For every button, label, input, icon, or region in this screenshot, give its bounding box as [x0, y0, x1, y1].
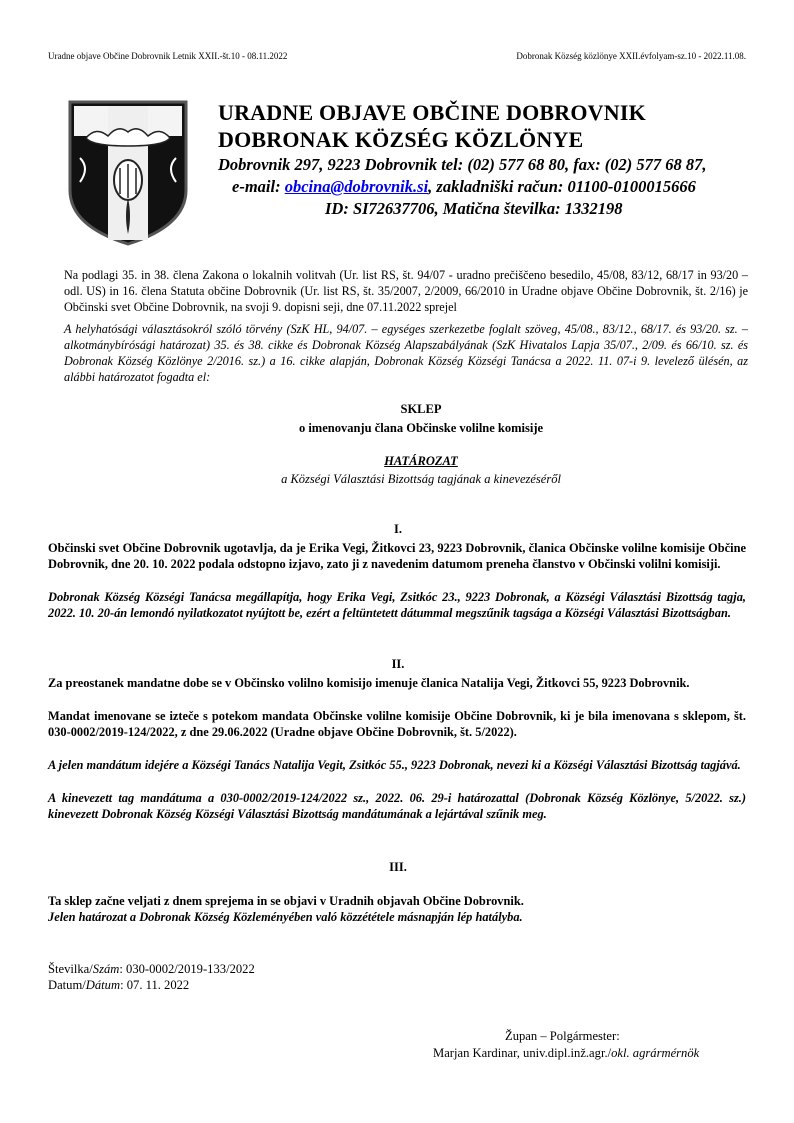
number-label-sl: Številka/ — [48, 962, 93, 976]
masthead-address: Dobrovnik 297, 9223 Dobrovnik tel: (02) 577 68 80, fax: (02) 577 68 87, — [218, 155, 707, 174]
document-number — [48, 962, 255, 977]
section-2-text-hu-appointment: A jelen mandátum idejére a Községi Tanács Natalija Vegit, Zsitkóc 55., 9223 Dobronak, nevezi ki a Községi Választási Bizottság tagjává. — [48, 758, 741, 772]
masthead-title-sl: URADNE OBJAVE OBČINE DOBROVNIK — [218, 100, 646, 125]
email-label: e-mail: — [232, 177, 285, 196]
signer-role: Župan – Polgármester: — [505, 1029, 620, 1043]
municipality-coat-of-arms-icon — [66, 98, 190, 246]
email-link[interactable]: obcina@dobrovnik.si — [284, 177, 429, 196]
signer-name — [433, 1046, 699, 1061]
section-1-text-hu: Dobronak Község Községi Tanácsa megállapítja, hogy Erika Vegi, Zsitkóc 23., 9223 Dobronak, a Községi Választási Bizottság tagja, 2022. 10. 20-án lemondó nyilatkozatot nyújtott be, ezért a feltüntetett dátummal megszűnik tagsága a Községi Választási Bizottságban. — [48, 590, 746, 621]
account-text: , zakladniški račun: 01100-0100015666 — [428, 177, 696, 196]
masthead-contact — [232, 177, 696, 197]
masthead-title-hu: DOBRONAK KÖZSÉG KÖZLÖNYE — [218, 127, 584, 152]
running-header-right: Dobronak Község közlönye XXII.évfolyam-sz.10 - 2022.11.08. — [516, 51, 746, 61]
section-number-2: II. — [391, 657, 405, 671]
decision-title-sl: SKLEP — [400, 402, 442, 416]
section-number-3: III. — [389, 860, 407, 874]
intro-paragraph-hu: A helyhatósági választásokról szóló törvény (SzK HL, 94/07. – egységes szerkezetbe foglalt szöveg, 45/08., 83/12., 68/17. és 93/20. sz. – alkotmánybírósági határozat) 35. és 38. cikke és Dobronak Község Alapszabályának (SzK Hivatalos Lapja 35/07., 2/09. és 66/10. sz. és Dobronak Község Közlönye 2/2016. sz.) a 16. cikke alapján, Dobronak Község Községi Tanácsa a 2022. 11. 07-i 9. levelező ülésén, az alábbi határozatot fogadta el: — [64, 322, 748, 384]
section-2-text-sl-appointment: Za preostanek mandatne dobe se v Občinsko volilno komisijo imenuje članica Natalija Vegi, Žitkovci 55, 9223 Dobrovnik. — [48, 676, 690, 690]
section-3-text-hu: Jelen határozat a Dobronak Község Közleményében való közzététele másnapján lép hatályba. — [48, 910, 523, 924]
section-1-text-sl: Občinski svet Občine Dobrovnik ugotavlja, da je Erika Vegi, Žitkovci 23, 9223 Dobrovnik, članica Občinske volilne komisije Občine Dobrovnik, dne 20. 10. 2022 podala odstopno izjavo, zato ji z navedenim datumom preneha članstvo v Občinski volilni komisiji. — [48, 541, 746, 572]
date-value: : 07. 11. 2022 — [120, 978, 190, 992]
decision-subtitle-hu: a Községi Választási Bizottság tagjának a kinevezéséről — [281, 472, 561, 486]
section-3-text-sl: Ta sklep začne veljati z dnem sprejema in se objavi v Uradnih objavah Občine Dobrovnik. — [48, 894, 524, 908]
date-label-sl: Datum/ — [48, 978, 86, 992]
signer-name-text: Marjan Kardinar, univ.dipl.inž.agr./ — [433, 1046, 612, 1060]
masthead-ids: ID: SI72637706, Matična številka: 1332198 — [325, 199, 623, 218]
number-value: : 030-0002/2019-133/2022 — [119, 962, 255, 976]
number-label-hu: Szám — [92, 962, 120, 976]
section-2-text-sl-mandate: Mandat imenovane se izteče s potekom mandata Občinske volilne komisije Občine Dobrovnik, ki je bila imenovana s sklepom, št. 030-0002/2019-124/2022, z dne 29.06.2022 (Uradne objave Občine Dobrovnik, št. 5/2022). — [48, 709, 746, 740]
section-number-1: I. — [394, 522, 402, 536]
intro-paragraph-sl: Na podlagi 35. in 38. člena Zakona o lokalnih volitvah (Ur. list RS, št. 94/07 - uradno prečiščeno besedilo, 45/08, 83/12, 68/17 in 93/20 – odl. US) in 16. člena Statuta občine Dobrovnik (Ur. list RS, št. 35/2007, 2/2009, 66/2010 in Uradne objave Občine Dobrovnik, št. 2/16) je Občinski svet Občine Dobrovnik, na svoji 9. dopisni seji, dne 07.11.2022 sprejel — [64, 268, 748, 314]
document-date — [48, 978, 189, 993]
signer-title-hu: okl. agrármérnök — [611, 1046, 700, 1060]
running-header-left: Uradne objave Občine Dobrovnik Letnik XXII.-št.10 - 08.11.2022 — [48, 51, 288, 61]
decision-title-hu: HATÁROZAT — [384, 454, 458, 468]
section-2-text-hu-mandate: A kinevezett tag mandátuma a 030-0002/2019-124/2022 sz., 2022. 06. 29-i határozattal (Dobronak Község Közlönye, 5/2022. sz.) kinevezett Dobronak Község Községi Választási Bizottság mandátumának a lejártával szűnik meg. — [48, 791, 746, 822]
decision-subtitle-sl: o imenovanju člana Občinske volilne komisije — [298, 421, 544, 435]
date-label-hu: Dátum — [85, 978, 121, 992]
